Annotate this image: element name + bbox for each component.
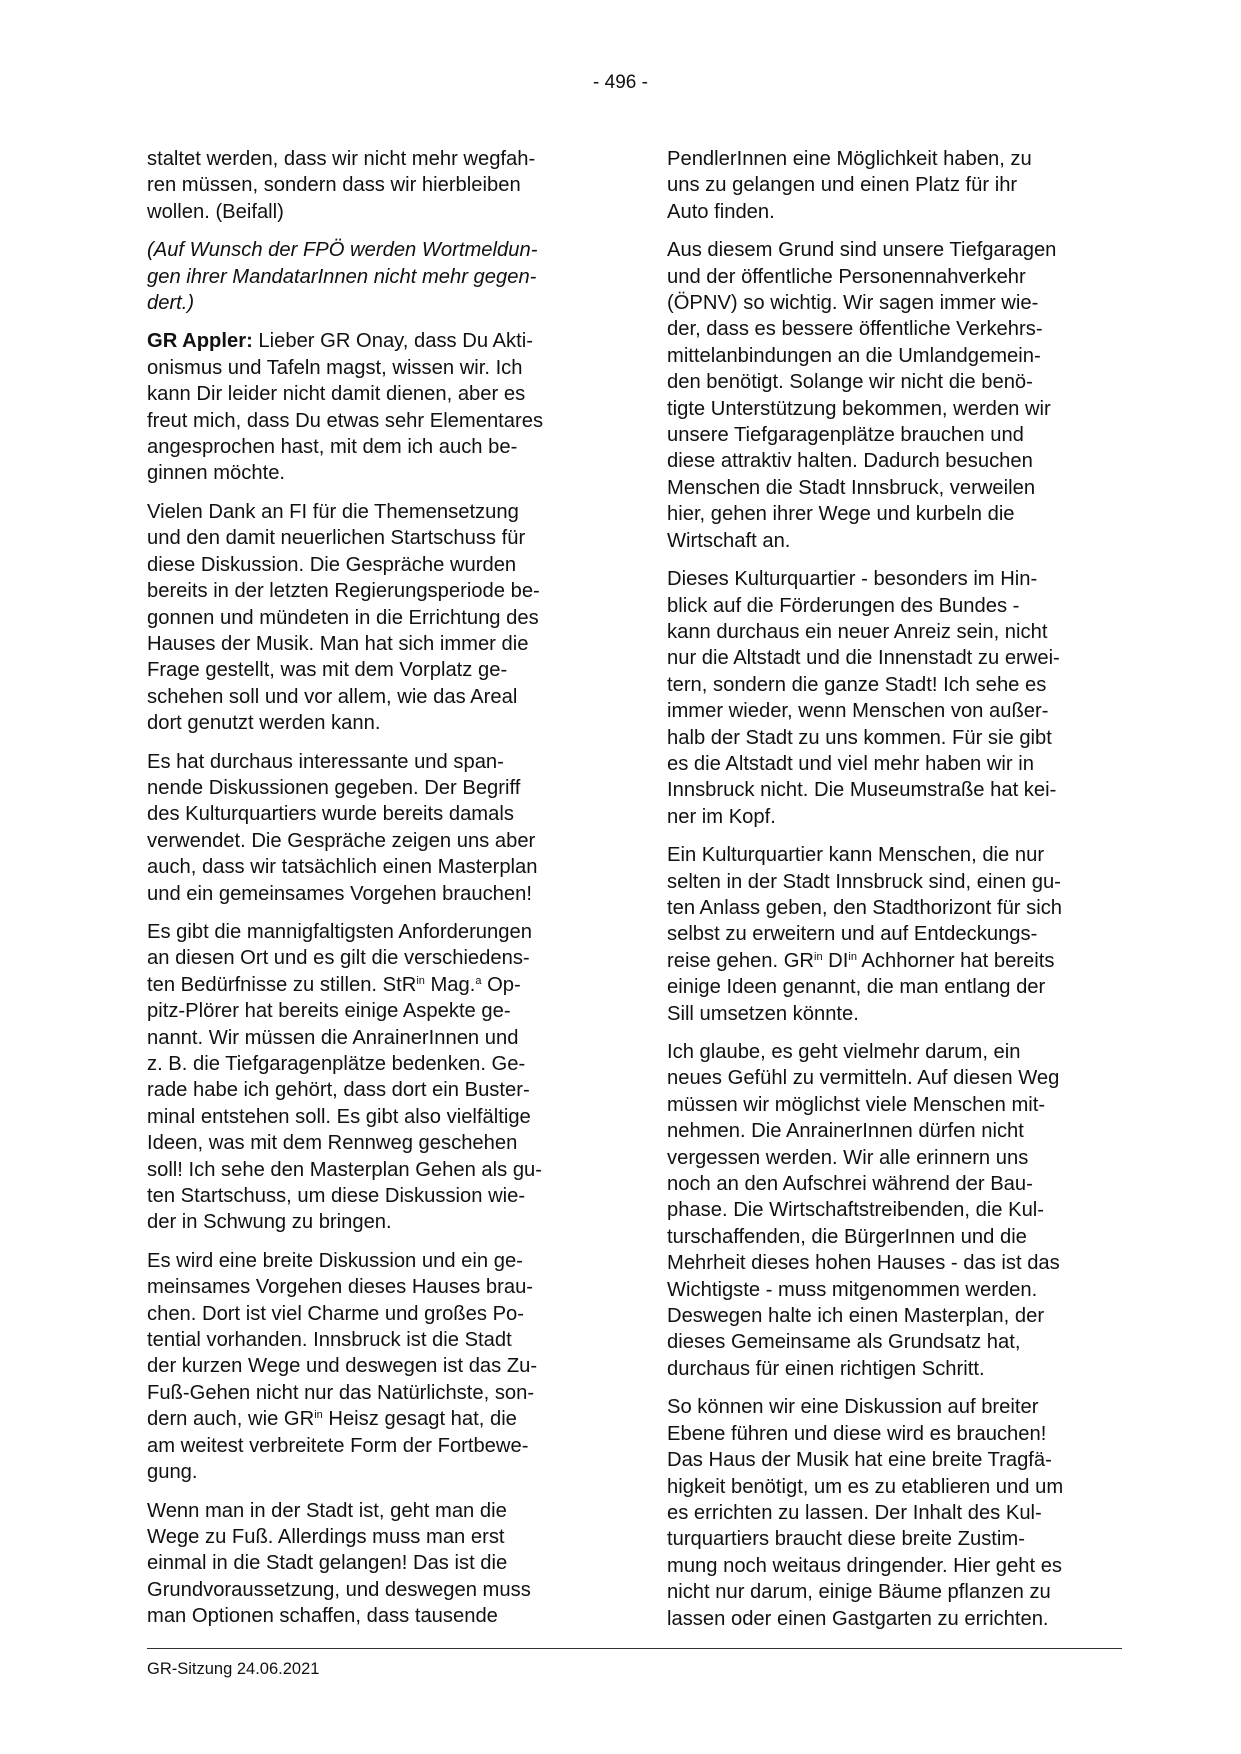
page-number: - 496 - xyxy=(593,72,648,93)
left-column xyxy=(147,146,599,1642)
paragraph: Wenn man in der Stadt ist, geht man die Wege zu Fuß. Allerdings muss man erst einmal in die Stadt gelangen! Das ist die Grundvoraussetzung, und deswegen muss man Optionen schaffen, dass tausende xyxy=(147,1499,531,1628)
paragraph: Ein Kulturquartier kann Menschen, die nur selten in der Stadt Innsbruck sind, einen gu- ten Anlass geben, den Stadthorizont für sich selbst zu erweitern und auf Entdeckungs- reise gehen. $GR^{in}$ $DI^{in}$ Achhorner hat bereits einige Ideen genannt, die man entlang der Sill umsetzen könnte. xyxy=(667,844,1063,1025)
footer-divider xyxy=(147,1648,1122,1649)
footer-session-date: GR-Sitzung 24.06.2021 xyxy=(147,1660,320,1678)
paragraph: Dieses Kulturquartier - besonders im Hin- blick auf die Förderungen des Bundes - kann durchaus ein neuer Anreiz sein, nicht nur die Altstadt und die Innenstadt zu erwei- tern, sondern die ganze Stadt! Ich sehe es immer wieder, wenn Menschen von außer- halb der Stadt zu uns kommen. Für sie gibt es die Altstadt und viel mehr haben wir in Innsbruck nicht. Die Museumstraße hat kei- ner im Kopf. xyxy=(667,568,1060,828)
paragraph: Es gibt die mannigfaltigsten Anforderungen an diesen Ort und es gilt die verschiedens- ten Bedürfnisse zu stillen. StR$^{in}$ Mag.$^a$ Op- pitz-Plörer hat bereits einige Aspekte ge- nannt. Wir müssen die AnrainerInnen und z. B. die Tiefgaragenplätze bedenken. Ge- rade habe ich gehört, dass dort ein Buster- minal entstehen soll. Es gibt also vielfältige Ideen, was mit dem Rennweg geschehen soll! Ich sehe den Masterplan Gehen als gu- ten Startschuss, um diese Diskussion wie- der in Schwung zu bringen. xyxy=(147,920,543,1234)
paragraph: Aus diesem Grund sind unsere Tiefgaragen und der öffentliche Personennahverkehr (ÖPNV) so wichtig. Wir sagen immer wie- der, dass es bessere öffentliche Verkehrs- mittelanbindungen an die Umlandgemein- den benötigt. Solange wir nicht die benö- tigte Unterstützung bekommen, werden wir unsere Tiefgaragenplätze brauchen und diese attraktiv halten. Dadurch besuchen Menschen die Stadt Innsbruck, verweilen hier, gehen ihrer Wege und kurbeln die Wirtschaft an. xyxy=(667,239,1057,552)
paragraph: Es hat durchaus interessante und span- nende Diskussionen gegeben. Der Begriff des Kulturquartiers wurde bereits damals verwendet. Die Gespräche zeigen uns aber auch, dass wir tatsächlich einen Masterplan und ein gemeinsames Vorgehen brauchen! xyxy=(147,750,538,905)
paragraph: PendlerInnen eine Möglichkeit haben, zu uns zu gelangen und einen Platz für ihr Auto finden. xyxy=(667,148,1032,223)
paragraph: Es wird eine breite Diskussion und ein ge- meinsames Vorgehen dieses Hauses brau- chen. Dort ist viel Charme und großes Po- tential vorhanden. Innsbruck ist die Stadt der kurzen Wege und deswegen ist das Zu- Fuß-Gehen nicht nur das Natürlichste, son- dern auch, wie $GR^{in}$ Heisz gesagt hat, die am weitest verbreitete Form der Fortbewe- gung. xyxy=(147,1249,538,1484)
paragraph: So können wir eine Diskussion auf breiter Ebene führen und diese wird es brauchen! Das Haus der Musik hat eine breite Tragfä- higkeit benötigt, um es zu etablieren und um es errichten zu lassen. Der Inhalt des Kul- turquartiers braucht diese breite Zustim- mung noch weitaus dringender. Hier geht es nicht nur darum, einige Bäume pflanzen zu lassen oder einen Gastgarten zu errichten. xyxy=(667,1396,1064,1630)
paragraph: Vielen Dank an FI für die Themensetzung und den damit neuerlichen Startschuss für diese Diskussion. Die Gespräche wurden bereits in der letzten Regierungsperiode be- gonnen und mündeten in die Errichtung des Hauses der Musik. Man hat sich immer die Frage gestellt, was mit dem Vorplatz ge- schehen soll und vor allem, wie das Areal dort genutzt werden kann. xyxy=(147,500,540,735)
speaker-name: GR Appler: xyxy=(147,330,253,353)
editorial-note: (Auf Wunsch der FPÖ werden Wortmeldun- gen ihrer MandatarInnen nicht mehr gegen- dert.) xyxy=(147,239,538,315)
paragraph: staltet werden, dass wir nicht mehr wegfah- ren müssen, sondern dass wir hierbleiben wollen. (Beifall) xyxy=(147,148,536,223)
paragraph: Ich glaube, es geht vielmehr darum, ein neues Gefühl zu vermitteln. Auf diesen Weg müssen wir möglichst viele Menschen mit- nehmen. Die AnrainerInnen dürfen nicht vergessen werden. Wir alle erinnern uns noch an den Aufschrei während der Bau- phase. Die Wirtschaftstreibenden, die Kul- turschaffenden, die BürgerInnen und die Mehrheit dieses hohen Hauses - das ist das Wichtigste - muss mitgenommen werden. Deswegen halte ich einen Masterplan, der dieses Gemeinsame als Grundsatz hat, durchaus für einen richtigen Schritt. xyxy=(667,1041,1060,1380)
speaker-paragraph: GR Appler: Lieber GR Onay, dass Du Akti- onismus und Tafeln magst, wissen wir. Ich kann Dir leider nicht damit dienen, aber es freut mich, dass Du etwas sehr Elementares angesprochen hast, mit dem ich auch be- ginnen möchte. xyxy=(147,330,544,485)
right-column xyxy=(667,146,1122,1644)
